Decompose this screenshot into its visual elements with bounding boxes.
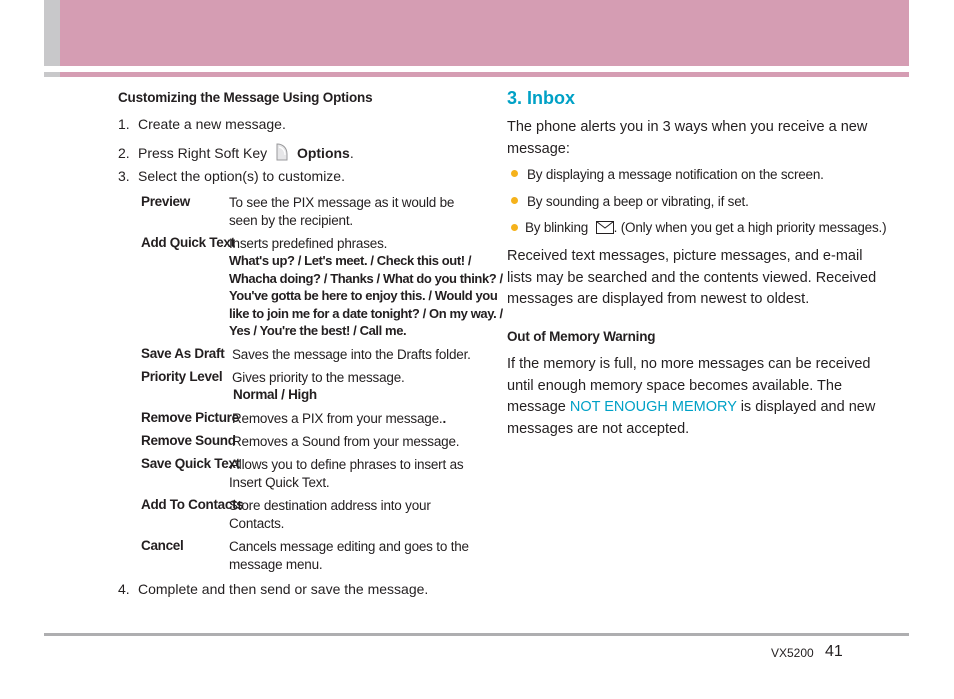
right-soft-key-icon: [274, 142, 290, 165]
inbox-intro: The phone alerts you in 3 ways when you receive a new message:: [507, 119, 868, 157]
step-2: 2. Press Right Soft Key Options.: [118, 142, 354, 165]
header-bar-gray: [44, 0, 60, 66]
header-bar-pink: [60, 0, 909, 66]
option-term-save-quick-text: Save Quick Text: [141, 456, 240, 471]
bullet-dot-icon: [511, 197, 518, 204]
option-desc-save-as-draft: Saves the message into the Drafts folder.: [232, 347, 471, 362]
step-3: 3. Select the option(s) to customize.: [118, 168, 345, 184]
alert-bullet-2: By sounding a beep or vibrating, if set.: [527, 194, 749, 209]
header-rule-pink: [60, 72, 909, 77]
footer-model: VX5200: [771, 646, 814, 660]
memory-paragraph: If the memory is full, no more messages can be received until enough memory space becomes available. The message NOT ENOUGH MEMORY is displayed and new messages are not accepted.: [507, 356, 876, 437]
envelope-icon: [596, 221, 614, 237]
alert-bullet-1: By displaying a message notification on the screen.: [527, 167, 824, 182]
option-term-remove-sound: Remove Sound: [141, 433, 236, 448]
header-rule-gray: [44, 72, 60, 77]
page-number: 41: [825, 643, 843, 660]
priority-level-values: Normal / High: [233, 387, 317, 402]
option-desc-add-to-contacts: Store destination address into your Contacts.: [229, 498, 431, 531]
option-desc-save-quick-text: Allows you to define phrases to insert as Insert Quick Text.: [229, 457, 464, 490]
option-desc-cancel: Cancels message editing and goes to the message menu.: [229, 539, 469, 572]
step-1: 1. Create a new message.: [118, 116, 286, 132]
alert-bullet-3: By blinking . (Only when you get a high priority messages.): [525, 220, 887, 235]
option-term-preview: Preview: [141, 194, 190, 209]
footer-rule: [44, 633, 909, 636]
inbox-heading: 3. Inbox: [507, 88, 576, 108]
customize-heading: Customizing the Message Using Options: [118, 90, 373, 105]
quick-text-phrases: What's up? / Let's meet. / Check this out! / Whacha doing? / Thanks / What do you think? / You've gotta be here to enjoy this. / Would you like to join me for a date tonight? / On my way. / Yes / You're the best! / Call me.: [229, 253, 503, 338]
option-desc-remove-picture: Removes a PIX from your message..: [232, 411, 446, 426]
option-term-remove-picture: Remove Picture: [141, 410, 239, 425]
option-desc-preview: To see the PIX message as it would be seen by the recipient.: [229, 195, 455, 228]
option-term-add-quick-text: Add Quick Text: [141, 235, 235, 250]
option-term-priority-level: Priority Level: [141, 369, 223, 384]
memory-heading: Out of Memory Warning: [507, 329, 656, 344]
bullet-dot-icon: [511, 170, 518, 177]
option-desc-remove-sound: Removes a Sound from your message.: [232, 434, 460, 449]
bullet-dot-icon: [511, 224, 518, 231]
received-paragraph: Received text messages, picture messages, and e-mail lists may be searched and the contents viewed. Received messages are displayed from newest to oldest.: [507, 248, 877, 307]
option-term-add-to-contacts: Add To Contacts: [141, 497, 244, 512]
option-desc-add-quick-text: Inserts predefined phrases.: [229, 236, 388, 251]
step-4: 4. Complete and then send or save the message.: [118, 581, 429, 597]
memory-warning-text: NOT ENOUGH MEMORY: [569, 399, 737, 415]
option-term-cancel: Cancel: [141, 538, 184, 553]
option-term-save-as-draft: Save As Draft: [141, 346, 225, 361]
option-desc-priority-level: Gives priority to the message.: [232, 370, 405, 385]
